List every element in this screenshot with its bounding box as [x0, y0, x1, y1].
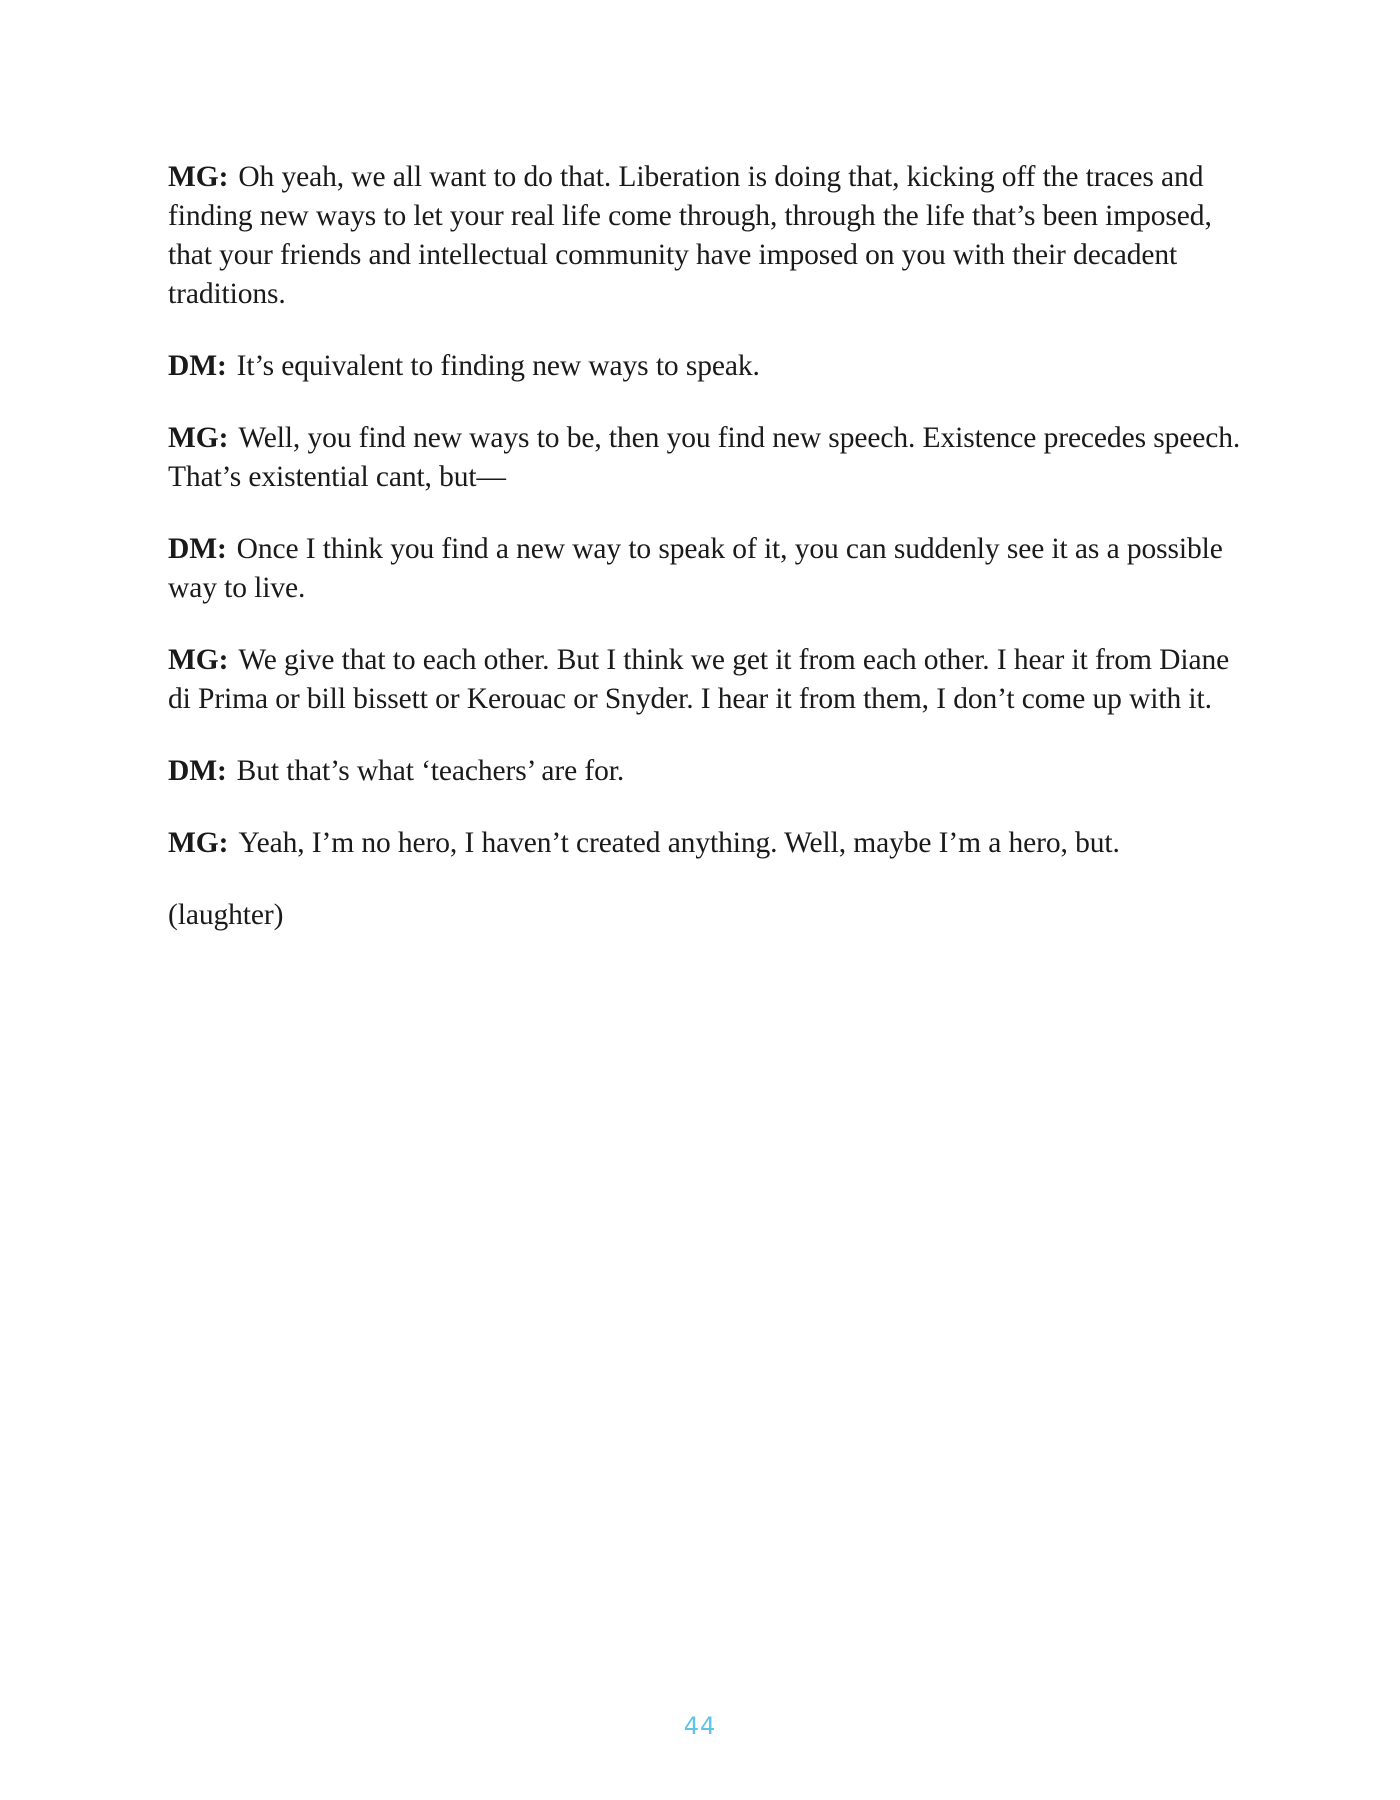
entry-text: Yeah, I’m no hero, I haven’t created anything. Well, maybe I’m a hero, but. — [238, 827, 1120, 859]
speaker-label: MG: — [168, 644, 229, 676]
entry-text: Oh yeah, we all want to do that. Liberation is doing that, kicking off the traces and finding new ways to let your real life come through, through the life that’s been imposed, that your friends and intellectual community have imposed on you with their decadent traditions. — [168, 161, 1212, 310]
transcript-entry — [168, 530, 1248, 608]
speaker-label: DM: — [168, 755, 227, 787]
transcript-entry — [168, 158, 1248, 314]
transcript-entry — [168, 752, 1248, 791]
page-number: 44 — [683, 1712, 717, 1740]
stage-direction: (laughter) — [168, 899, 284, 931]
transcript-entry — [168, 824, 1248, 863]
transcript-entry — [168, 347, 1248, 386]
transcript-body — [168, 158, 1248, 968]
transcript-entry — [168, 419, 1248, 497]
speaker-label: MG: — [168, 827, 229, 859]
transcript-entry — [168, 641, 1248, 719]
speaker-label: MG: — [168, 161, 229, 193]
entry-text: It’s equivalent to finding new ways to speak. — [236, 350, 760, 382]
speaker-label: DM: — [168, 350, 227, 382]
entry-text: But that’s what ‘teachers’ are for. — [236, 755, 625, 787]
entry-text: Once I think you find a new way to speak of it, you can suddenly see it as a possible way to live. — [168, 533, 1223, 604]
speaker-label: DM: — [168, 533, 227, 565]
speaker-label: MG: — [168, 422, 229, 454]
entry-text: Well, you find new ways to be, then you find new speech. Existence precedes speech. That’s existential cant, but— — [168, 422, 1241, 493]
entry-text: We give that to each other. But I think we get it from each other. I hear it from Diane di Prima or bill bissett or Kerouac or Snyder. I hear it from them, I don’t come up with it. — [168, 644, 1230, 715]
